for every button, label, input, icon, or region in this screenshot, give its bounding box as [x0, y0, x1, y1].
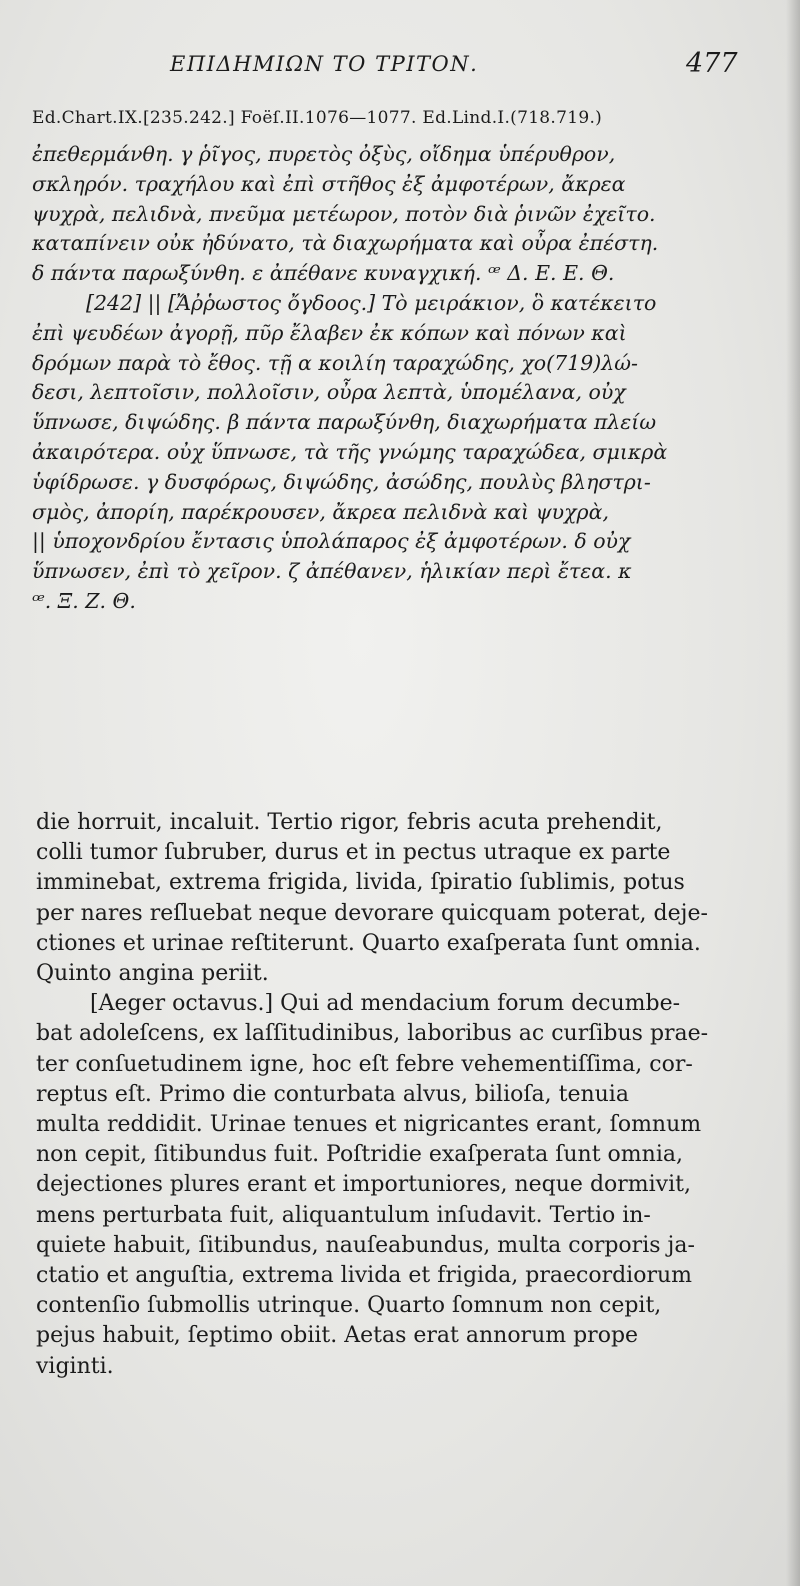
greek-line: ὕπνωσε, διψώδης. β πάντα παρωξύνθη, διαχωρήματα πλείω [32, 410, 657, 435]
latin-line: Quinto angina periit. [36, 961, 269, 987]
greek-line: σκληρόν. τραχήλου καὶ ἐπὶ στῆθος ἐξ ἀμφοτέρων, ἄκρεα [32, 171, 626, 196]
latin-line: bat adoleſcens, ex laſſitudinibus, laboribus ac curſibus prae- [36, 1021, 709, 1047]
latin-line: mens perturbata fuit, aliquantulum inſudavit. Tertio in- [36, 1202, 651, 1228]
latin-line: reptus eſt. Primo die conturbata alvus, bilioſa, tenuia [36, 1081, 629, 1107]
latin-line: non cepit, ſitibundus fuit. Poſtridie exaſperata ſunt omnia, [36, 1142, 683, 1168]
latin-translation-block [36, 808, 776, 1382]
page-edge-shadow [786, 0, 800, 1586]
greek-line: δ πάντα παρωξύνθη. ε ἀπέθανε κυναγχική. ꟹ Δ. Ε. Ε. Θ. [32, 261, 615, 286]
greek-line: ὑφίδρωσε. γ δυσφόρως, διψώδης, ἀσώδης, πουλὺς βληστρι- [32, 469, 651, 494]
greek-line: καταπίνειν οὐκ ἠδύνατο, τὰ διαχωρήματα καὶ οὖρα ἐπέστη. [32, 231, 659, 256]
latin-line: imminebat, extrema frigida, livida, ſpiratio ſublimis, potus [36, 870, 685, 896]
greek-line: ψυχρὰ, πελιδνὰ, πνεῦμα μετέωρον, ποτὸν διὰ ῥινῶν ἐχεῖτο. [32, 201, 656, 226]
greek-line: ὕπνωσεν, ἐπὶ τὸ χεῖρον. ζ ἀπέθανεν, ἡλικίαν περὶ ἔτεα. κ [32, 559, 632, 584]
greek-text-block [32, 140, 772, 617]
greek-line: ꟹ. Ξ. Ζ. Θ. [32, 588, 136, 613]
latin-line: quiete habuit, ſitibundus, nauſeabundus, multa corporis ja- [36, 1232, 695, 1258]
greek-line: || ὑποχονδρίου ἔντασις ὑπολάπαρος ἐξ ἀμφοτέρων. δ οὐχ [32, 529, 631, 554]
latin-line: colli tumor ſubruber, durus et in pectus utraque ex parte [36, 840, 671, 866]
page-number: 477 [686, 48, 738, 79]
latin-line: contenſio ſubmollis utrinque. Quarto ſomnum non cepit, [36, 1293, 662, 1319]
latin-line: [Aeger octavus.] Qui ad mendacium forum decumbe- [90, 991, 681, 1017]
greek-line: [242] || [Ἄῤῥωστος ὄγδοος.] Τὸ μειράκιον, ὃ κατέκειτο [86, 290, 657, 315]
latin-line: die horruit, incaluit. Tertio rigor, febris acuta prehendit, [36, 810, 663, 835]
latin-line: dejectiones plures erant et importuniores, neque dormivit, [36, 1172, 691, 1198]
latin-line: ter conſuetudinem igne, hoc eſt febre vehementiſſima, cor- [36, 1051, 693, 1077]
greek-line: δεσι, λεπτοῖσιν, πολλοῖσιν, οὖρα λεπτὰ, ὑπομέλανα, οὐχ [32, 380, 626, 405]
greek-line: σμὸς, ἀπορίη, παρέκρουσεν, ἄκρεα πελιδνὰ καὶ ψυχρὰ, [32, 499, 609, 524]
greek-line: ἀκαιρότερα. οὐχ ὕπνωσε, τὰ τῆς γνώμης ταραχώδεα, σμικρὰ [32, 439, 668, 464]
latin-line: per nares reſluebat neque devorare quicquam poterat, deje- [36, 900, 708, 926]
edition-reference-line: Ed.Chart.IX.[235.242.] Foëſ.II.1076—1077. Ed.Lind.I.(718.719.) [32, 108, 603, 128]
latin-line: multa reddidit. Urinae tenues et nigricantes erant, ſomnum [36, 1112, 702, 1138]
greek-line: ἐπὶ ψευδέων ἀγορῇ, πῦρ ἔλαβεν ἐκ κόπων καὶ πόνων καὶ [32, 320, 627, 345]
latin-line: ctatio et anguſtia, extrema livida et frigida, praecordiorum [36, 1263, 692, 1289]
running-title: ΕΠΙΔΗΜΙΩΝ ΤΟ ΤΡΙΤΟΝ. [170, 52, 479, 76]
latin-line: viginti. [36, 1353, 114, 1379]
greek-line: δρόμων παρὰ τὸ ἔθος. τῇ α κοιλίη ταραχώδης, χο(719)λώ- [32, 350, 638, 375]
latin-line: ctiones et urinae reſtiterunt. Quarto exaſperata ſunt omnia. [36, 930, 701, 956]
latin-line: pejus habuit, ſeptimo obiit. Aetas erat annorum prope [36, 1323, 639, 1349]
greek-line: ἐπεθερμάνθη. γ ῥῖγος, πυρετὸς ὀξὺς, οἴδημα ὑπέρυθρον, [32, 142, 616, 166]
